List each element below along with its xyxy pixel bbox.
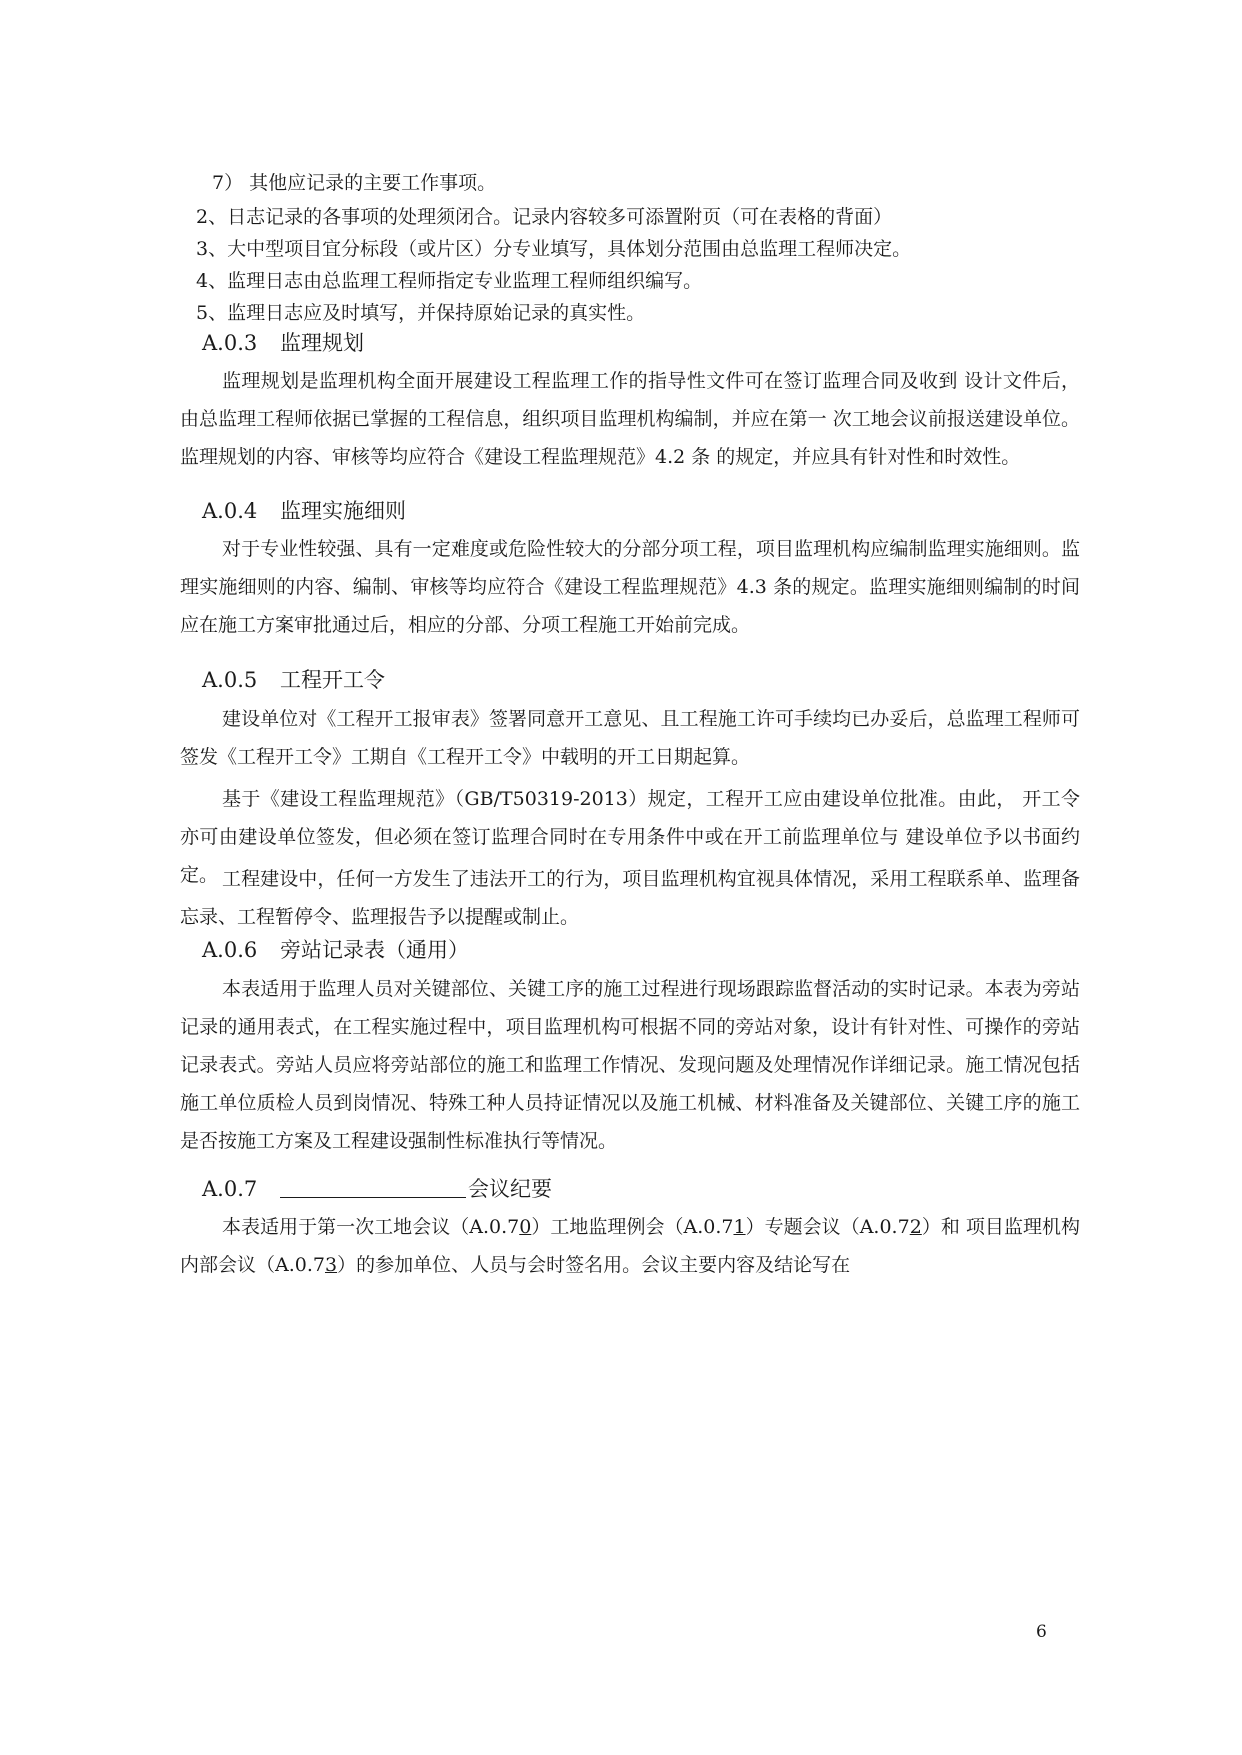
list-item-5: 5、监理日志应及时填写，并保持原始记录的真实性。 — [196, 302, 646, 324]
underlined-digit: 0 — [519, 1216, 532, 1238]
paragraph-a04: 对于专业性较强、具有一定难度或危险性较大的分部分项工程，项目监理机构应编制监理实施细则。监理实施细则的内容、编制、审核等均应符合《建设工程监理规范》4.3 条的规定。监理实施细则编制的时间应在施工方案审批通过后，相应的分部、分项工程施工开始前完成。 — [180, 538, 1080, 636]
section-number: A.0.7 — [202, 1177, 258, 1201]
underlined-digit: 1 — [733, 1216, 746, 1238]
fill-in-blank-line — [280, 1175, 466, 1198]
section-title: 工程开工令 — [280, 668, 385, 692]
text-run: ）和 项目监理机构内部会议（A.0.7 — [180, 1216, 1081, 1276]
section-number: A.0.6 — [202, 938, 258, 962]
paragraph-a05-2: 基于《建设工程监理规范》（GB/T50319-2013）规定，工程开工应由建设单位批准。由此， 开工令亦可由建设单位签发，但必须在签订监理合同时在专用条件中或在开工前监理单位与 建设单位予以书面约定。 — [180, 788, 1080, 886]
paragraph-a03: 监理规划是监理机构全面开展建设工程监理工作的指导性文件可在签订监理合同及收到 设计文件后，由总监理工程师依据已掌握的工程信息，组织项目监理机构编制，并应在第一 次工地会议前报送建设单位。监理规划的内容、审核等均应符合《建设工程监理规范》4.2 条 的规定，并应具有针对性和时效性。 — [180, 370, 1080, 468]
text-run: ）的参加单位、人员与会时签名用。会议主要内容及结论写在 — [337, 1254, 851, 1276]
list-item-7: 7） 其他应记录的主要工作事项。 — [212, 172, 497, 194]
list-item-4: 4、监理日志由总监理工程师指定专业监理工程师组织编写。 — [196, 270, 703, 292]
section-heading-a06 — [202, 935, 469, 965]
underlined-digit: 3 — [324, 1254, 338, 1276]
text-run: ）工地监理例会（A.0.7 — [531, 1216, 734, 1238]
section-heading-a03 — [202, 328, 364, 358]
section-heading-a07 — [202, 1174, 552, 1204]
section-heading-a04 — [202, 496, 406, 526]
paragraph-a06: 本表适用于监理人员对关键部位、关键工序的施工过程进行现场跟踪监督活动的实时记录。本表为旁站记录的通用表式，在工程实施过程中，项目监理机构可根据不同的旁站对象，设计有针对性、可操作的旁站记录表式。旁站人员应将旁站部位的施工和监理工作情况、发现问题及处理情况作详细记录。施工情况包括施工单位质检人员到岗情况、特殊工种人员持证情况以及施工机械、材料准备及关键部位、关键工序的施工是否按施工方案及工程建设强制性标准执行等情况。 — [180, 978, 1080, 1152]
section-number: A.0.4 — [202, 499, 258, 523]
section-title: 监理规划 — [280, 331, 364, 355]
paragraph-a05-3: 工程建设中，任何一方发生了违法开工的行为，项目监理机构宜视具体情况，采用工程联系单、监理备忘录、工程暂停令、监理报告予以提醒或制止。 — [180, 868, 1080, 928]
underlined-digit: 2 — [909, 1216, 922, 1238]
page-number: 6 — [1036, 1622, 1047, 1642]
section-title: 监理实施细则 — [280, 499, 406, 523]
text-run: 本表适用于第一次工地会议（A.0.7 — [222, 1216, 520, 1238]
list-item-2: 2、日志记录的各事项的处理须闭合。记录内容较多可添置附页（可在表格的背面） — [196, 206, 893, 228]
section-title: 会议纪要 — [468, 1177, 552, 1201]
paragraph-a05-1: 建设单位对《工程开工报审表》签署同意开工意见、且工程施工许可手续均已办妥后，总监理工程师可签发《工程开工令》工期自《工程开工令》中载明的开工日期起算。 — [180, 708, 1080, 768]
section-number: A.0.5 — [202, 668, 258, 692]
text-run: ）专题会议（A.0.7 — [745, 1216, 910, 1238]
section-title: 旁站记录表（通用） — [280, 938, 469, 962]
section-heading-a05 — [202, 665, 385, 695]
section-number: A.0.3 — [202, 331, 258, 355]
list-item-3: 3、大中型项目宜分标段（或片区）分专业填写，具体划分范围由总监理工程师决定。 — [196, 238, 912, 260]
paragraph-a07 — [180, 1208, 1080, 1284]
